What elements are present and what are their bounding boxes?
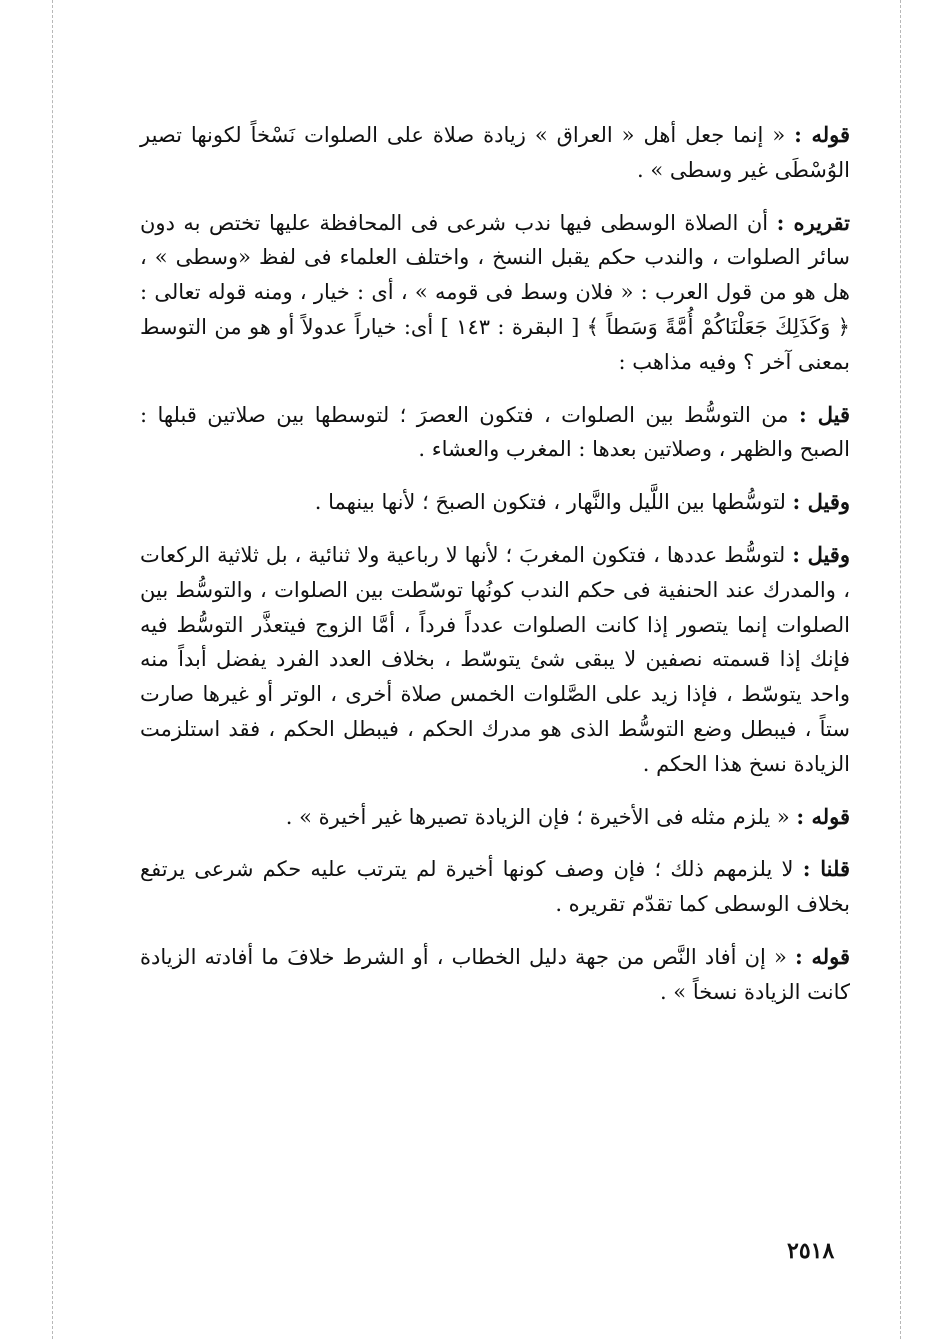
- paragraph-lead: قلنا :: [802, 856, 850, 882]
- paragraph-2: [140, 206, 850, 380]
- paragraph-lead: قوله :: [794, 122, 851, 147]
- paragraph-text: من التوسُّط بين الصلوات ، فتكون العصرَ ؛ لتوسطها بين صلاتين قبلها : الصبح والظهر ، وصلاتين بعدها : المغرب والعشاء .: [140, 402, 850, 462]
- paragraph-8: [140, 940, 850, 1010]
- paragraph-text: « إنما جعل أهل « العراق » زيادة صلاة على الصلوات نَسْخاً لكونها تصير الوُسْطَى غير وسطى » .: [140, 123, 850, 182]
- paragraph-text: « إن أفاد النَّص من جهة دليل الخطاب ، أو الشرط خلافَ ما أفادته الزيادة كانت الزيادة نسخاً » .: [140, 944, 850, 1004]
- paragraph-text: لا يلزمهم ذلك ؛ فإن وصف كونها أخيرة لم يترتب عليه حكم شرعى يرتفع بخلاف الوسطى كما تقدّم تقريره .: [140, 857, 850, 917]
- paragraph-text: « يلزم مثله فى الأخيرة ؛ فإن الزيادة تصيرها غير أخيرة » .: [285, 804, 797, 829]
- paragraph-5: [140, 538, 850, 782]
- paragraph-lead: وقيل :: [792, 541, 850, 567]
- page-number: ٢٥١٨: [787, 1238, 835, 1264]
- paragraph-lead: قوله :: [796, 803, 850, 829]
- paragraph-1: [140, 118, 850, 188]
- paragraph-lead: وقيل :: [792, 489, 850, 515]
- page-text-body: [140, 118, 850, 1028]
- right-margin-line: [900, 0, 901, 1339]
- paragraph-text: لتوسُّطها بين اللَّيل والنَّهار ، فتكون الصبحَ ؛ لأنها بينهما .: [314, 490, 793, 515]
- paragraph-6: [140, 800, 850, 835]
- paragraph-3: [140, 398, 850, 468]
- paragraph-lead: قوله :: [794, 943, 851, 969]
- left-margin-line: [52, 0, 53, 1339]
- paragraph-text: أن الصلاة الوسطى فيها ندب شرعى فى المحافظة عليها تختص به دون سائر الصلوات ، والندب حكم يقبل النسخ ، واختلف العلماء فى لفظ «وسطى » ، هل هو من قول العرب : « فلان وسط فى قومه » ، أى : خيار ، ومنه قوله تعالى : ﴿ وَكَذَلِكَ جَعَلْنَاكُمْ أُمَّةً وَسَطاً ﴾ [ البقرة : ١٤٣ ] أى: خياراً عدولاً أو هو من التوسط بمعنى آخر ؟ وفيه مذاهب :: [140, 210, 850, 374]
- paragraph-7: [140, 852, 850, 922]
- paragraph-4: [140, 485, 850, 520]
- paragraph-lead: تقريره :: [776, 209, 850, 235]
- paragraph-lead: قيل :: [798, 401, 851, 427]
- paragraph-text: لتوسُّط عددها ، فتكون المغربَ ؛ لأنها لا رباعية ولا ثنائية ، بل ثلاثية الركعات ، والمدرك عند الحنفية فى حكم الندب كونُها توسّطت بين الصلوات ، والتوسُّط بين الصلوات إنما يتصور إذا كانت الصلوات عدداً فرداً ، أمَّا الزوج فيتعذَّر التوسُّط فيه فإنك إذا قسمته نصفين لا يبقى شئ يتوسّط ، بخلاف العدد الفرد يفضل أبداً منه واحد يتوسّط ، فإذا زيد على الصَّلوات الخمس صلاة أخرى ، الوتر أو غيرها صارت ستاً ، فيبطل وضع التوسُّط الذى هو مدرك الحكم ، فيبطل الحكم ، فقد استلزمت الزيادة نسخ هذا الحكم .: [140, 542, 850, 776]
